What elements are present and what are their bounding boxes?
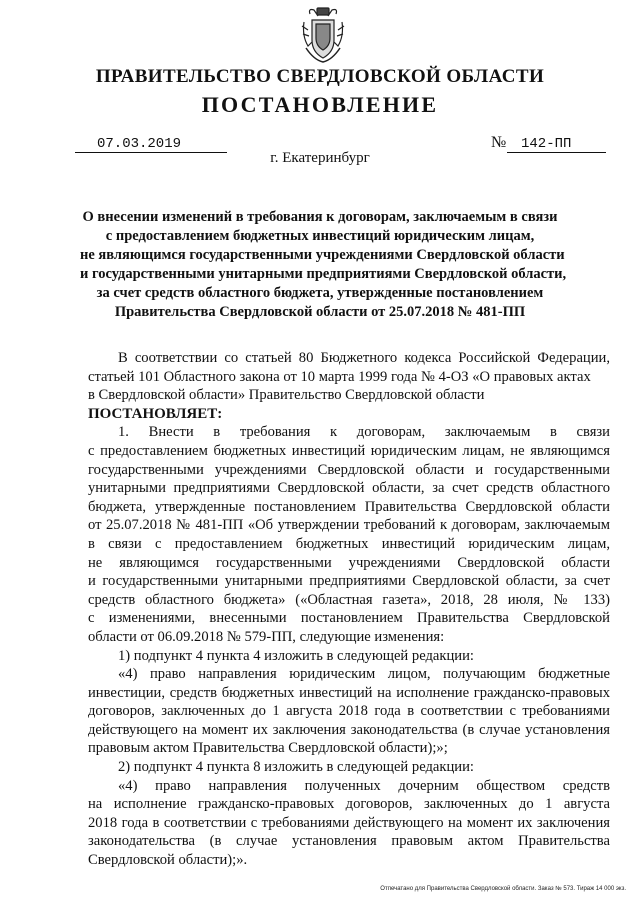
body-line: законодательства (в случае установления правовым актом Правительства	[88, 833, 610, 850]
document-title	[80, 208, 567, 322]
body-line: области от 06.09.2018 № 579-ПП, следующие изменения:	[88, 628, 445, 645]
decree-word: ПОСТАНОВЛЯЕТ:	[88, 405, 223, 422]
body-line: действующего на момент их заключения законодательства (в случае установления	[88, 721, 610, 738]
body-line: не являющимся государственными учреждениями Свердловской области	[88, 554, 610, 571]
body-line: «4) право направления юридическим лицом, получающим бюджетные	[118, 666, 610, 683]
body-line: «4) право направления полученных дочерним обществом средств	[118, 777, 610, 794]
body-line: от 25.07.2018 № 481-ПП «Об утверждении требований к договорам, заключаемым	[88, 517, 610, 534]
title-line: О внесении изменений в требования к договорам, заключаемым в связи	[82, 209, 558, 225]
print-footer-note: Отпечатано для Правительства Свердловской области. Заказ № 573. Тираж 14 000 экз.	[380, 886, 626, 892]
body-line: и государственными унитарными предприятиями Свердловской области, за счет	[88, 573, 610, 590]
title-line: с предоставлением бюджетных инвестиций юридическим лицам,	[105, 228, 535, 244]
subitem-heading: 2) подпункт 4 пункта 8 изложить в следующей редакции:	[118, 759, 474, 776]
body-line: Свердловской области);».	[88, 852, 248, 869]
body-line: договоров, заключенных до 1 августа 2018 года в соответствии с требованиями	[88, 703, 610, 720]
body-line: В соответствии со статьей 80 Бюджетного кодекса Российской Федерации,	[118, 350, 610, 366]
body-line: государственными учреждениями Свердловской области и государственными	[88, 461, 610, 478]
body-line: инвестиции, средств бюджетных инвестиций на исполнение гражданско-правовых	[88, 684, 610, 701]
city: г. Екатеринбург	[270, 150, 370, 166]
body-line: с предоставлением бюджетных инвестиций юридическим лицам, не являющимся	[88, 442, 610, 459]
number-sign: №	[491, 134, 507, 151]
document-number: 142-ПП	[507, 136, 606, 153]
body-line: правовым актом Правительства Свердловской области);»;	[88, 740, 448, 757]
title-line: за счет средств областного бюджета, утвержденные постановлением	[96, 285, 544, 301]
title-line: Правительства Свердловской области от 25.07.2018 № 481-ПП	[114, 304, 526, 320]
body-line: в связи с предоставлением бюджетных инвестиций юридическим лицам,	[88, 535, 610, 552]
document-body	[88, 349, 610, 870]
organization-name: ПРАВИТЕЛЬСТВО СВЕРДЛОВСКОЙ ОБЛАСТИ	[95, 66, 545, 87]
body-line: бюджета, утвержденные постановлением Правительства Свердловской области	[88, 498, 610, 515]
subitem-heading: 1) подпункт 4 пункта 4 изложить в следующей редакции:	[118, 647, 474, 664]
title-line: не являющимся государственными учреждениями Свердловской области	[80, 247, 565, 263]
body-line: 2018 года в соответствии с требованиями действующего на момент их заключения	[88, 814, 610, 831]
body-line: средств областного бюджета» («Областная газета», 2018, 28 июля, № 133)	[88, 591, 610, 608]
document-date: 07.03.2019	[75, 136, 227, 153]
coat-of-arms-emblem	[300, 6, 346, 66]
body-line: 1. Внести в требования к договорам, заключаемым в связи	[118, 424, 610, 441]
title-line: и государственными унитарными предприятиями Свердловской области,	[80, 266, 567, 282]
body-line: статьей 101 Областного закона от 10 марта 1999 года № 4-ОЗ «О правовых актах	[88, 368, 591, 385]
body-line: в Свердловской области» Правительство Свердловской области	[88, 387, 485, 404]
body-line: на исполнение гражданско-правовых договоров, заключенных до 1 августа	[88, 796, 610, 813]
body-line: с изменениями, внесенными постановлением Правительства Свердловской	[88, 610, 610, 627]
body-line: унитарными предприятиями Свердловской области, за счет средств областного	[88, 480, 610, 497]
document-type: ПОСТАНОВЛЕНИЕ	[201, 92, 439, 117]
